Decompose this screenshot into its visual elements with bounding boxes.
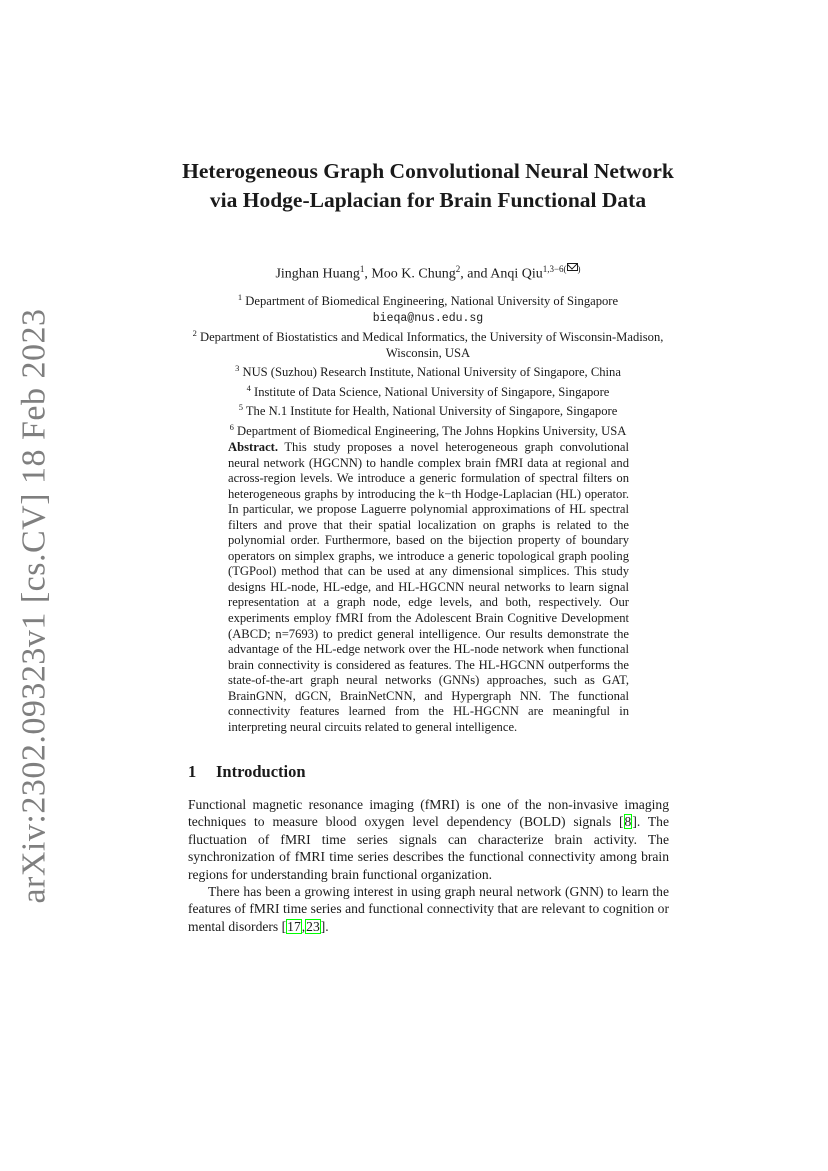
arxiv-identifier-text: arXiv:2302.09323v1 [cs.CV] 18 Feb 2023 bbox=[16, 308, 53, 904]
affiliation-item bbox=[180, 420, 676, 440]
introduction-body bbox=[188, 796, 669, 935]
paragraph: There has been a growing interest in using graph neural network (GNN) to learn the features of fMRI time series and functional connectivity that are relevant to cognition or mental disorders [17,23]. bbox=[188, 884, 669, 934]
abstract-label: Abstract. bbox=[228, 440, 279, 454]
paragraph-text: . The fluctuation of fMRI time series signals can characterize brain activity. The synchronization of fMRI time series describes the functional connectivity among brain regions for understanding brain functional organization. bbox=[188, 814, 670, 882]
section-title: Introduction bbox=[216, 762, 306, 781]
affiliation-number: 1 bbox=[237, 292, 243, 302]
abstract-text: This study proposes a novel heterogeneous graph convolutional neural network (HGCNN) to handle complex brain fMRI data at regional and across-region levels. We introduce a generic formulation of spectral filters on heterogeneous graphs by introducing the k−th Hodge-Laplacian (HL) operator. In particular, we propose Laguerre polynomial approximations of HL spectral filters and prove that their spatial localization on graphs is related to the polynomial order. Furthermore, based on the bijection property of boundary operators on simplex graphs, we introduce a generic topological graph pooling (TGPool) method that can be used at any dimensional simplices. This study designs HL-node, HL-edge, and HL-HGCNN neural networks to learn signal representation at a graph node, edge levels, and both, respectively. Our experiments employ fMRI from the Adolescent Brain Cognitive Development (ABCD; n=7693) to predict general intelligence. Our results demonstrate the advantage of the HL-edge network over the HL-node network when functional brain connectivity is considered as features. The HL-HGCNN outperforms the state-of-the-art graph neural networks (GNNs) approaches, such as GAT, BrainGNN, dGCN, BrainNetCNN, and Hypergraph NN. The functional connectivity features learned from the HL-HGCNN are meaningful in interpreting neural circuits related to general intelligence. bbox=[228, 440, 629, 734]
author-affiliation-mark: 2 bbox=[455, 264, 461, 274]
affiliation-item bbox=[180, 381, 676, 401]
citation-separator: , bbox=[301, 918, 306, 934]
citation-link[interactable]: 8 bbox=[624, 814, 632, 830]
author-list bbox=[180, 260, 676, 284]
section-number: 1 bbox=[188, 762, 197, 781]
email-address[interactable]: bieqa@nus.edu.sg bbox=[372, 311, 484, 325]
section-heading bbox=[188, 762, 306, 782]
abstract bbox=[228, 440, 629, 735]
paragraph: Functional magnetic resonance imaging (fMRI) is one of the non-invasive imaging techniques to measure blood oxygen level dependency (BOLD) signals [8]. The fluctuation of fMRI time series signals can characterize brain activity. The synchronization of fMRI time series describes the functional connectivity among brain regions for understanding brain functional organization. bbox=[188, 797, 670, 882]
affiliation-text: The N.1 Institute for Health, National University of Singapore, Singapore bbox=[245, 404, 618, 419]
paper-title: Heterogeneous Graph Convolutional Neural Network via Hodge-Laplacian for Brain Functional Data bbox=[182, 159, 674, 212]
affiliation-item bbox=[180, 361, 676, 381]
arxiv-identifier-stamp bbox=[6, 308, 64, 904]
affiliation-number: 4 bbox=[246, 382, 251, 393]
affiliation-text: Department of Biomedical Engineering, National University of Singapore bbox=[245, 294, 619, 309]
paragraph-text: There has been a growing interest in using graph neural network (GNN) to learn the features of fMRI time series and functional connectivity that are relevant to cognition or mental disorders bbox=[188, 884, 669, 934]
affiliation-text: Department of Biomedical Engineering, The Johns Hopkins University, USA bbox=[237, 423, 627, 438]
author-name: Moo K. Chung bbox=[371, 266, 456, 282]
affiliation-text: Department of Biostatistics and Medical Informatics, the University of Wisconsin-Madison, Wisconsin, USA bbox=[200, 330, 664, 360]
envelope-icon bbox=[567, 263, 578, 271]
author-name: Anqi Qiu bbox=[490, 266, 543, 282]
affiliation-number: 2 bbox=[192, 328, 197, 338]
author-sup-close: ) bbox=[577, 264, 581, 274]
citation-link[interactable]: 17 bbox=[287, 918, 301, 934]
author-affiliation-mark: 1,3−6( bbox=[542, 264, 567, 274]
affiliation-text: Institute of Data Science, National University of Singapore, Singapore bbox=[254, 384, 610, 399]
affiliation-list bbox=[180, 290, 676, 439]
affiliation-item bbox=[180, 290, 676, 310]
affiliation-number: 6 bbox=[229, 421, 234, 432]
affiliation-email[interactable] bbox=[180, 310, 676, 326]
author-affiliation-mark: 1 bbox=[359, 264, 365, 274]
paragraph-text: Functional magnetic resonance imaging (fMRI) is one of the non-invasive imaging techniques to measure blood oxygen level dependency (BOLD) signals bbox=[188, 797, 669, 830]
affiliation-item bbox=[180, 400, 676, 420]
affiliation-number: 3 bbox=[235, 363, 240, 373]
corresponding-author-mark bbox=[543, 264, 581, 274]
affiliation-item bbox=[180, 326, 676, 361]
affiliation-number: 5 bbox=[238, 402, 243, 413]
author-name: Jinghan Huang bbox=[275, 266, 360, 282]
author-separator: , and bbox=[460, 266, 491, 282]
citation-link[interactable]: 23 bbox=[306, 918, 320, 934]
affiliation-text: NUS (Suzhou) Research Institute, National University of Singapore, China bbox=[242, 365, 621, 380]
author-separator: , bbox=[364, 266, 372, 282]
paragraph-text: . bbox=[325, 918, 329, 934]
